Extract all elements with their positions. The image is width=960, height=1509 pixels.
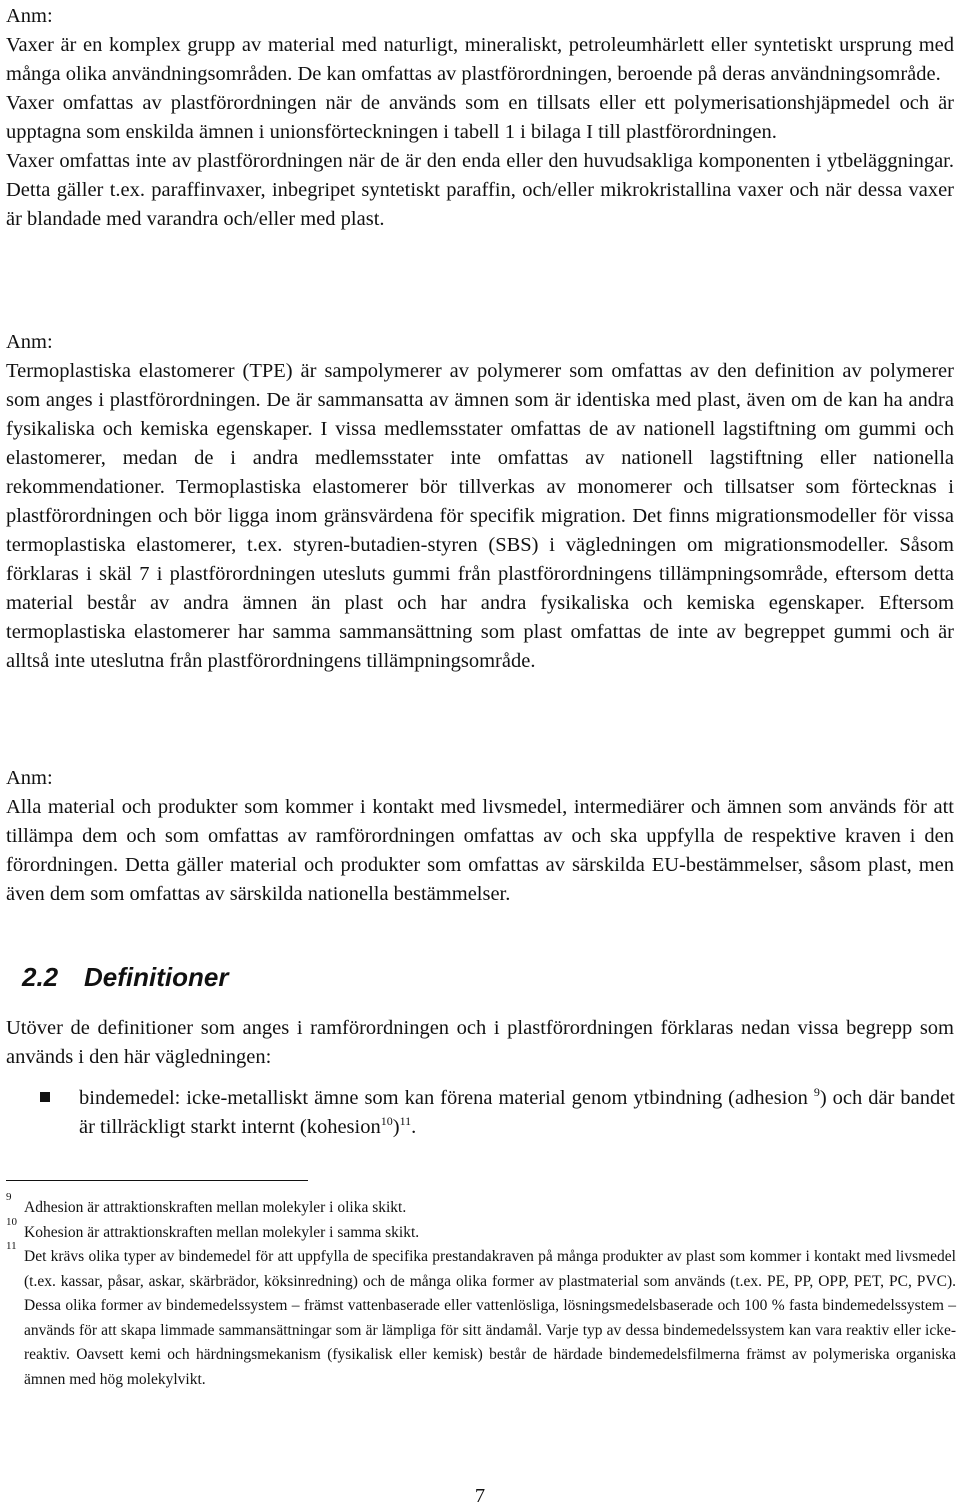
footnote-ref[interactable]: 10 bbox=[380, 1114, 393, 1128]
footnote-text: Adhesion är attraktionskraften mellan molekyler i olika skikt. bbox=[24, 1199, 407, 1216]
footnote-ref[interactable]: 11 bbox=[399, 1114, 412, 1128]
footnote-item bbox=[6, 1215, 956, 1246]
footnote-text: Det krävs olika typer av bindemedel för att uppfylla de specifika prestandakraven på många produkter av plast som kommer i kontakt med livsmedel (t.ex. kassar, påsar, askar, skärbrädor, köksinredning) och de många olika former av plastmaterial som används (t.ex. PE, PP, OPP, PET, PC, PVC). Dessa olika former av bindemedelssystem – främst vattenbaserade eller vattenlösliga, lösningsmedelsbaserade och 100 % fasta bindemedelssystem – används för att skapa limmade sammansättningar som är lämpliga för sitt ändamål. Varje typ av dessa bindemedelssystem kan vara reaktiv eller icke-reaktiv. Oavsett kemi och härdningsmekanism (fysikalisk eller kemisk) består de härdade bindemedelsfilmerna främst av polymeriska organiska ämnen med hög molekylvikt. bbox=[24, 1248, 956, 1388]
definition-text-part: . bbox=[411, 1116, 417, 1138]
footnote-text: Kohesion är attraktionskraften mellan molekyler i samma skikt. bbox=[24, 1223, 420, 1241]
definition-text-part: bindemedel: icke-metalliskt ämne som kan förena material genom ytbindning (adhesion bbox=[79, 1087, 808, 1109]
footnote-item bbox=[6, 1191, 956, 1221]
note-label: Anm: bbox=[6, 5, 53, 27]
note-paragraph: Termoplastiska elastomerer (TPE) är sampolymerer av polymerer som omfattas av den definition av polymerer som anges i plastförordningen. De är sammansatta av ämnen som är identiska med plast, även om de kan ha andra fysikaliska och kemiska egenskaper. I vissa medlemsstater omfattas de av nationell lagstiftning om gummi och elastomerer, medan de i andra medlemsstater inte omfattas av nationell lagstiftning eller nationella rekommendationer. Termoplastiska elastomerer bör tillverkas av monomerer och tillsatser som förtecknas i plastförordningen och bör ligga inom gränsvärdena för specifik migration. Det finns migrationsmodeller för vissa termoplastiska elastomerer, t.ex. styren-butadien-styren (SBS) i vägledningen om migrationsmodeller. Såsom förklaras i skäl 7 i plastförordningen utesluts gummi från plastförordningens tillämpningsområde, eftersom detta material består av andra ämnen än plast och har andra fysikaliska och kemiska egenskaper. Eftersom termoplastiska elastomerer har samma sammansättning som plast omfattas de inte av begreppet gummi och är alltså inte uteslutna från plastförordningens tillämpningsområde. bbox=[6, 360, 954, 672]
note-paragraph: Alla material och produkter som kommer i kontakt med livsmedel, intermediärer och ämnen som används för att tillämpa dem och som omfattas av ramförordningen omfattas av och ska uppfylla de respektive kraven i den förordningen. Detta gäller material och produkter som omfattas av särskilda EU-bestämmelser, såsom plast, men även dem som omfattas av särskilda nationella bestämmelser. bbox=[6, 796, 954, 905]
definition-text-part: ) och där bandet är tillräckligt starkt internt (kohesion bbox=[79, 1087, 955, 1138]
section-intro: Utöver de definitioner som anges i ramförordningen och i plastförordningen förklaras nedan vissa begrepp som används i den här vägledningen: bbox=[6, 1017, 954, 1068]
section-heading bbox=[22, 960, 228, 994]
footnote-ref[interactable]: 9 bbox=[813, 1085, 820, 1099]
footnote-divider bbox=[6, 1180, 308, 1181]
section-number: 2.2 bbox=[22, 962, 59, 992]
footnote-number: 10 bbox=[6, 1215, 17, 1228]
square-bullet-icon bbox=[40, 1092, 50, 1102]
definition-text bbox=[79, 1084, 955, 1142]
note-paragraph: Vaxer är en komplex grupp av material med naturligt, mineraliskt, petroleumhärlett eller syntetiskt ursprung med många olika användningsområden. De kan omfattas av plastförordningen, beroende på deras användningsområde. bbox=[6, 34, 954, 85]
footnote-item bbox=[6, 1240, 956, 1392]
note-block-waxes bbox=[6, 2, 954, 234]
footnotes bbox=[6, 1191, 956, 1392]
section-title: Definitioner bbox=[84, 962, 229, 992]
footnote-number: 11 bbox=[6, 1240, 17, 1252]
note-paragraph: Vaxer omfattas inte av plastförordningen när de är den enda eller den huvudsakliga komponenten i ytbeläggningar. Detta gäller t.ex. paraffinvaxer, inbegripet syntetiskt paraffin, och/eller mikrokristallina vaxer och när dessa vaxer är blandade med varandra och/eller med plast. bbox=[6, 150, 954, 230]
note-label: Anm: bbox=[6, 767, 53, 789]
footnote-number: 9 bbox=[6, 1191, 12, 1203]
note-block-tpe bbox=[6, 328, 954, 676]
page-number: 7 bbox=[474, 1485, 486, 1507]
definition-text-part: ) bbox=[392, 1116, 400, 1138]
note-block-materials bbox=[6, 764, 954, 909]
note-paragraph: Vaxer omfattas av plastförordningen när de används som en tillsats eller ett polymerisationshjäpmedel och är upptagna som enskilda ämnen i unionsförteckningen i tabell 1 i bilaga I till plastförordningen. bbox=[6, 92, 954, 143]
note-label: Anm: bbox=[6, 331, 53, 353]
